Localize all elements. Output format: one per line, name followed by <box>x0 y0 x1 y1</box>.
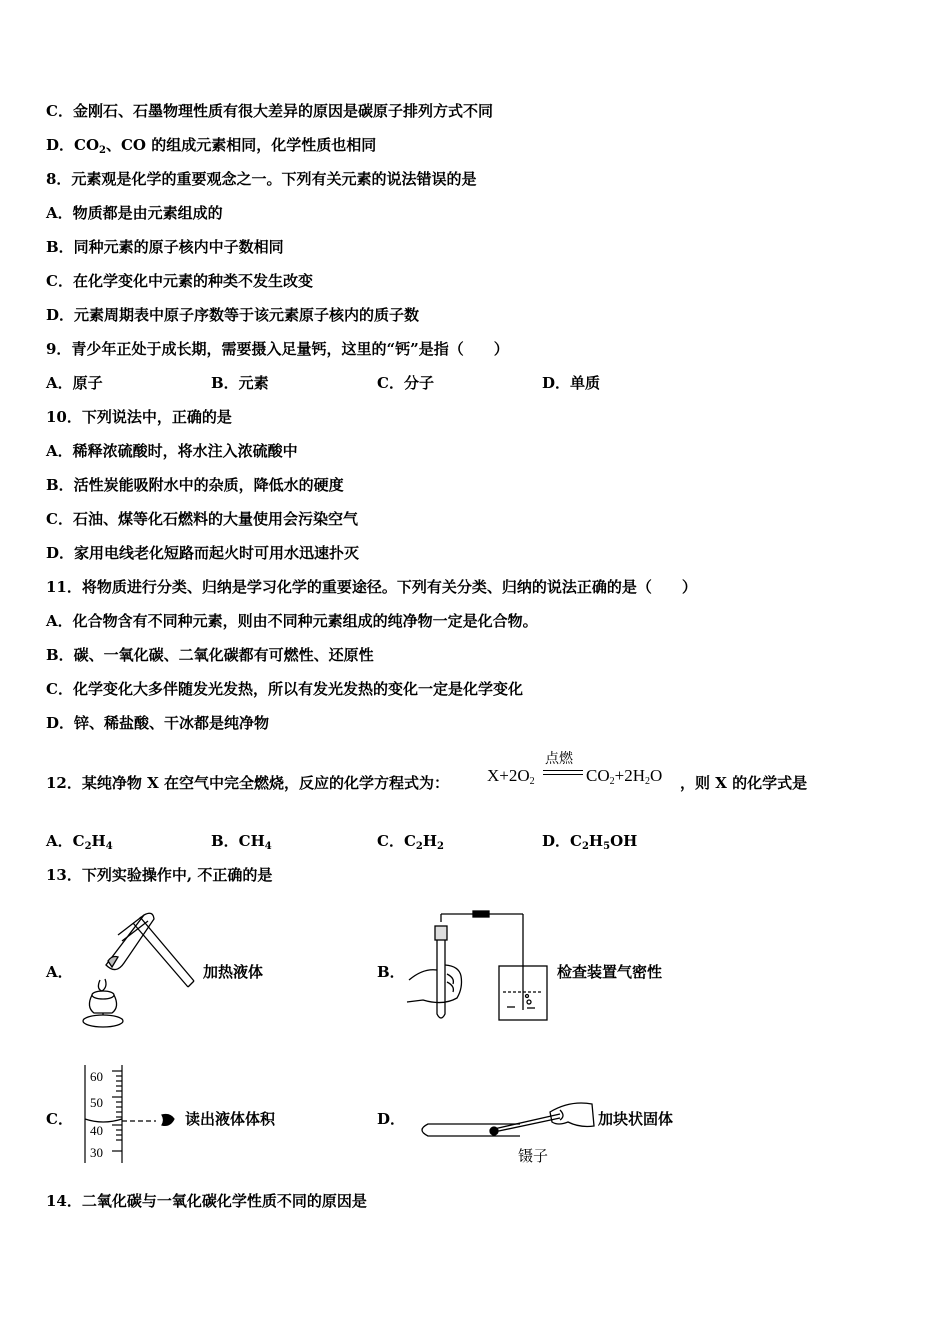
question-10: 10．下列说法中，正确的是 <box>46 408 232 426</box>
question-8-option-b: B．同种元素的原子核内中子数相同 <box>46 238 284 256</box>
question-11-option-b: B．碳、一氧化碳、二氧化碳都有可燃性、还原性 <box>46 646 374 664</box>
cylinder-tick-60: 60 <box>90 1069 103 1084</box>
question-12-option-b: B．$CH_4$ <box>211 832 272 852</box>
question-11-option-d: D．锌、稀盐酸、干冰都是纯净物 <box>46 714 270 732</box>
reaction-condition: 点燃 <box>545 752 573 767</box>
question-12-option-c: C．$C_2H_2$ <box>377 832 445 852</box>
option-d-co2-co: D．$CO_2$、CO 的组成元素相同，化学性质也相同 <box>46 136 377 156</box>
question-12-option-d: D．$C_2H_5OH$ <box>542 832 638 852</box>
airtightness-check-illustration <box>403 910 553 1025</box>
question-9-option-d: D．单质 <box>542 374 601 392</box>
question-9-option-a: A．原子 <box>46 374 103 392</box>
q13-option-b-label: 检查装置气密性 <box>557 963 663 981</box>
question-11: 11．将物质进行分类、归纳是学习化学的重要途径。下列有关分类、归纳的说法正确的是（ ） <box>46 578 697 596</box>
heating-liquid-illustration <box>78 905 198 1030</box>
tweezers-label: 镊子 <box>518 1147 549 1165</box>
question-9: 9．青少年正处于成长期，需要摄入足量钙，这里的“钙”是指（ ） <box>46 340 509 358</box>
question-8-option-d: D．元素周期表中原子序数等于该元素原子核内的质子数 <box>46 306 420 324</box>
question-9-option-b: B．元素 <box>211 374 269 392</box>
cylinder-tick-40: 40 <box>90 1123 103 1138</box>
q13-option-a-letter: A． <box>46 963 73 981</box>
q13-option-b-letter: B． <box>377 963 405 981</box>
question-12-prefix: 12．某纯净物 X 在空气中完全燃烧，反应的化学方程式为： <box>46 774 449 792</box>
question-10-option-a: A．稀释浓硫酸时，将水注入浓硫酸中 <box>46 442 298 460</box>
question-8-option-a: A．物质都是由元素组成的 <box>46 204 223 222</box>
question-12-option-a: A．$C_2H_4$ <box>46 832 113 852</box>
q13-option-c-label: 读出液体体积 <box>185 1110 276 1128</box>
graduated-cylinder-illustration <box>82 1063 182 1167</box>
cylinder-tick-30: 30 <box>90 1145 103 1160</box>
question-8: 8．元素观是化学的重要观念之一。下列有关元素的说法错误的是 <box>46 170 477 188</box>
question-11-option-a: A．化合物含有不同种元素，则由不同种元素组成的纯净物一定是化合物。 <box>46 612 538 630</box>
question-9-option-c: C．分子 <box>377 374 434 392</box>
question-10-option-c: C．石油、煤等化石燃料的大量使用会污染空气 <box>46 510 358 528</box>
question-12-suffix: ，则 X 的化学式是 <box>680 774 808 792</box>
q13-option-a-label: 加热液体 <box>203 963 264 981</box>
question-10-option-b: B．活性炭能吸附水中的杂质，降低水的硬度 <box>46 476 344 494</box>
question-13: 13．下列实验操作中, 不正确的是 <box>46 866 273 884</box>
question-8-option-c: C．在化学变化中元素的种类不发生改变 <box>46 272 313 290</box>
chemical-equation: $X+2O_2$ 点燃 $CO_2+2H_2O$ <box>487 748 677 792</box>
cylinder-tick-50: 50 <box>90 1095 103 1110</box>
q13-option-d-label: 加块状固体 <box>598 1110 674 1128</box>
q13-option-c-letter: C． <box>46 1110 73 1128</box>
equals-sign <box>543 770 583 775</box>
question-11-option-c: C．化学变化大多伴随发光发热，所以有发光发热的变化一定是化学变化 <box>46 680 523 698</box>
q13-option-d-letter: D． <box>377 1110 406 1128</box>
tweezers-solid-illustration <box>410 1096 595 1146</box>
option-c-diamond-graphite: C．金刚石、石墨物理性质有很大差异的原因是碳原子排列方式不同 <box>46 102 493 120</box>
question-14: 14．二氧化碳与一氧化碳化学性质不同的原因是 <box>46 1192 367 1210</box>
question-10-option-d: D．家用电线老化短路而起火时可用水迅速扑灭 <box>46 544 360 562</box>
